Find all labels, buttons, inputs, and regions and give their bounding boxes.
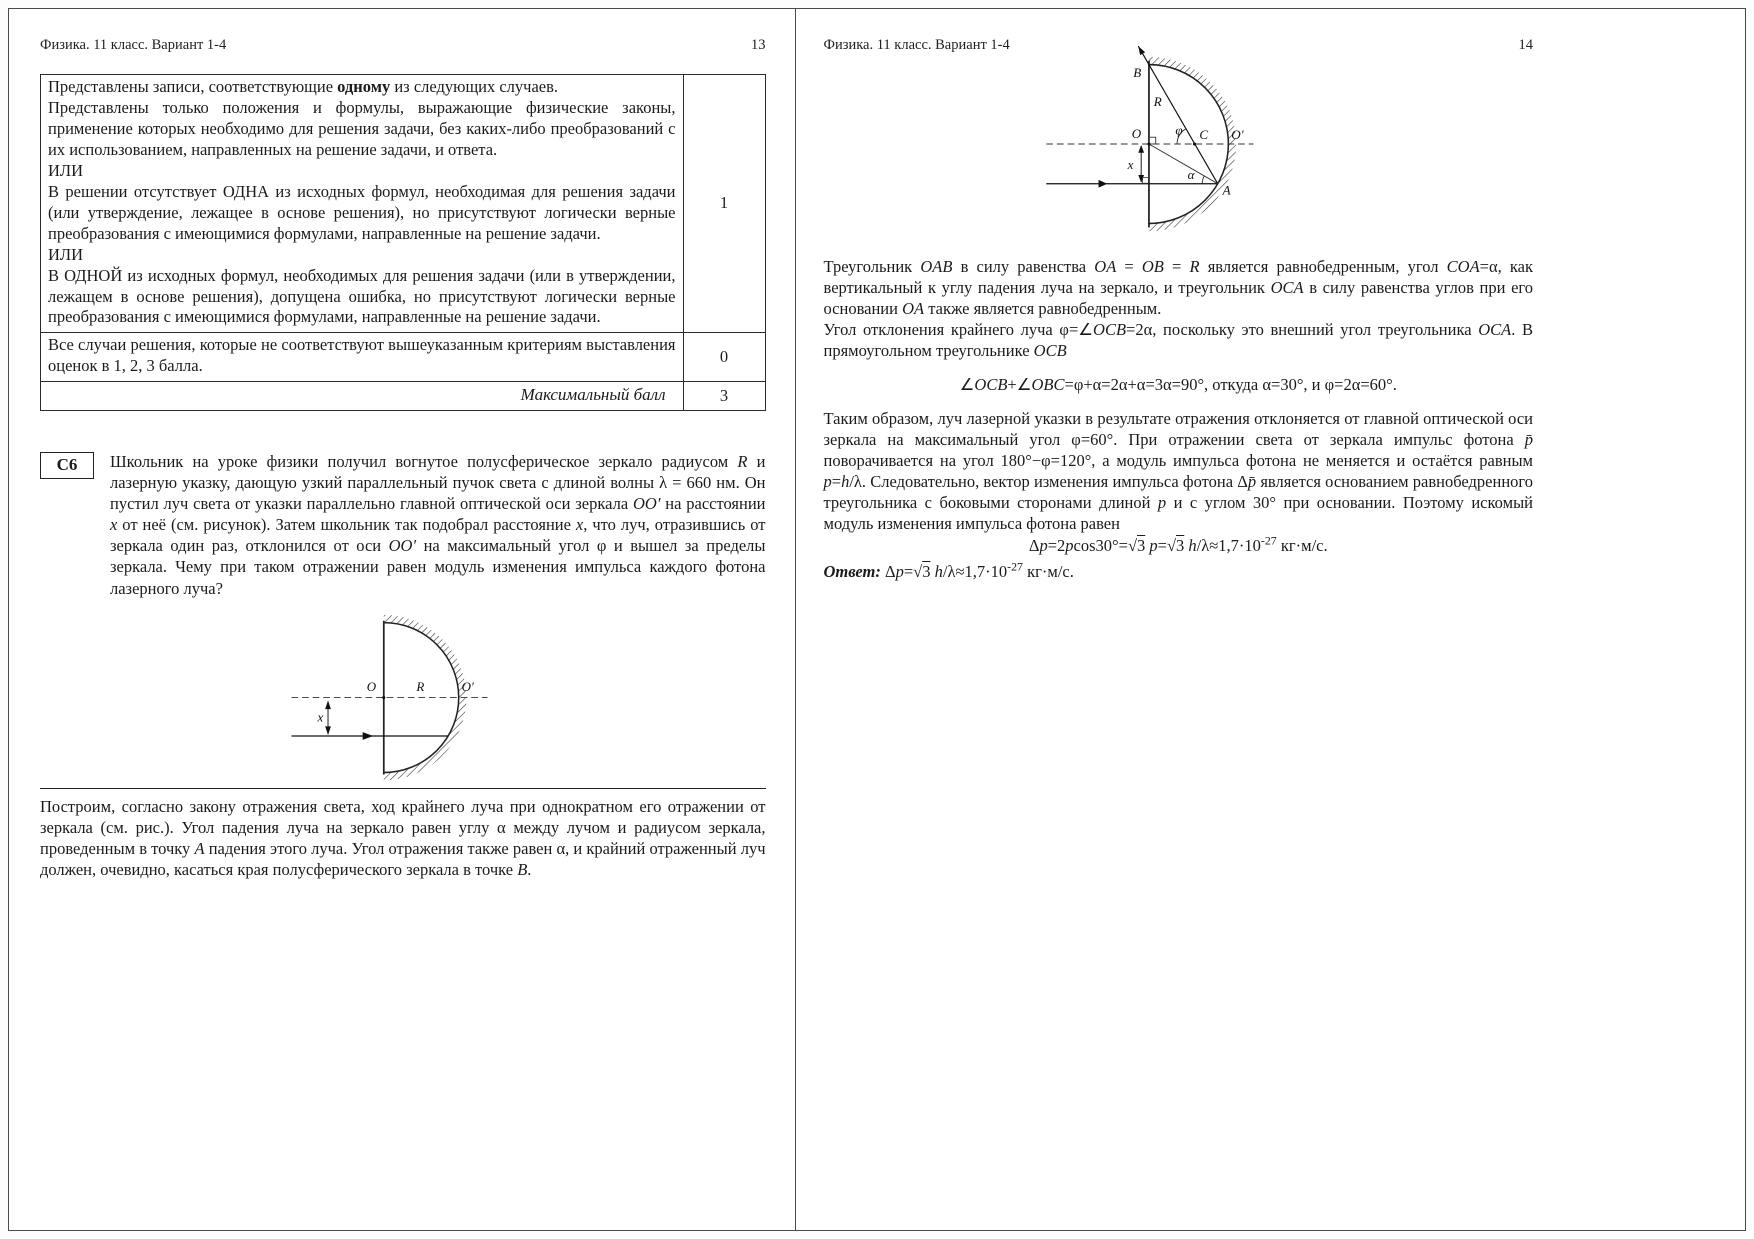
- point-C: [1193, 142, 1196, 145]
- figure-rule: [40, 788, 766, 789]
- label-alpha: α: [1187, 166, 1195, 182]
- solution-paragraph-1: Треугольник OAB в силу равенства OA = OB = R является равнобедренным, угол COA=α, как вертикальный к углу падения луча на зеркало, и треугольник OCA в силу равенства углов при его основании OA также является равнобедренным.: [823, 257, 1533, 319]
- task-number-box: С6: [40, 452, 94, 479]
- x-arrow-down-icon: [325, 726, 331, 735]
- header-title: Физика. 11 класс. Вариант 1-4: [823, 37, 1010, 53]
- label-A: A: [1222, 182, 1231, 198]
- criteria-or: ИЛИ: [48, 160, 84, 180]
- criteria-text-cell: [41, 382, 684, 411]
- page-number: 13: [751, 37, 766, 53]
- criteria-score: 1: [683, 75, 765, 333]
- answer-line: Ответ: Δp=√3 $h/\lambda\approx 1,7\cdot 10^{-27}$ кг·м/с.: [823, 559, 1074, 582]
- criteria-paragraph: В ОДНОЙ из исходных формул, необходимых для решения задачи (или в утверждении, лежащем в основе решения), допущена ошибка, но присутствуют логически верные преобразования с имеющимися формулами, направленные на решение задачи.: [48, 265, 676, 327]
- max-score-label: Максимальный балл: [520, 385, 666, 405]
- criteria-paragraph: Представлены только положения и формулы, выражающие физические законы, применение которых необходимо для решения задачи, без каких-либо преобразований с их использованием, направленных на решение задачи, и ответа.: [48, 97, 676, 159]
- criteria-text-cell: [41, 75, 684, 333]
- criteria-paragraph: В решении отсутствует ОДНА из исходных формул, необходимая для решения задачи (или утверждение, лежащее в основе решения), но присутствуют логически верные преобразования с имеющимися формулами, направленные на решение задачи.: [48, 181, 676, 243]
- label-O: O: [1132, 126, 1142, 142]
- x-arrow-up-icon: [325, 700, 331, 709]
- mirror-diagram: [278, 613, 528, 786]
- criteria-paragraph: Все случаи решения, которые не соответствуют вышеуказанным критериям выставления оценок в 1, 2, 3 балла.: [48, 335, 676, 376]
- center-point-O: [1148, 142, 1151, 145]
- mirror-figure-problem: [40, 613, 766, 786]
- criteria-row: [41, 382, 766, 411]
- criteria-text-cell: [41, 333, 684, 382]
- solution-paragraph-3: Таким образом, луч лазерной указки в результате отражения отклоняется от главной оптической оси зеркала на максимальный угол φ=60°. При отражении света от зеркала импульс фотона p̄ поворачивается на угол 180°−φ=120°, а модуль импульса фотона не меняется и остаётся равным p=h/λ. Следовательно, вектор изменения импульса фотона Δp̄ является основанием равнобедренного треугольника с боковыми сторонами длиной p и с углом 30° при основании. Поэтому искомый модуль изменения импульса фотона равен: [823, 408, 1533, 534]
- page-header: [40, 37, 766, 54]
- criteria-score: 3: [683, 382, 765, 411]
- reflected-arrowhead-icon: [1139, 46, 1146, 55]
- radius-OA: [1149, 144, 1218, 184]
- page-number: 14: [1518, 37, 1533, 53]
- label-O: O: [366, 678, 376, 694]
- mirror-ray-diagram: [1023, 42, 1333, 246]
- criteria-paragraph: Представлены записи, соответствующие одному из следующих случаев.: [48, 77, 559, 96]
- criteria-score: 0: [683, 333, 765, 382]
- task-statement: Школьник на уроке физики получил вогнутое полусферическое зеркало радиусом R и лазерную указку, дающую узкий параллельный пучок света с длиной волны λ = 660 нм. Он пустил луч света от указки параллельно главной оптической оси зеркала OO′ на расстоянии x от неё (см. рисунок). Затем школьник так подобрал расстояние x, что луч, отразившись от зеркала один раз, отклонился от оси OO′ на максимальный угол φ и вышел за пределы зеркала. Чему при таком отражении равен модуль изменения импульса каждого фотона лазерного луча?: [110, 451, 766, 598]
- criteria-row: [41, 75, 766, 333]
- solution-paragraph-2: Угол отклонения крайнего луча φ=∠OCB=2α, поскольку это внешний угол треугольника OCA. В прямоугольном треугольнике OCB: [823, 320, 1533, 361]
- label-O-prime: O′: [1231, 127, 1244, 143]
- alpha-angle-arc: [1202, 176, 1204, 184]
- header-title: Физика. 11 класс. Вариант 1-4: [40, 37, 227, 53]
- label-x: x: [317, 709, 323, 725]
- angle-formula: ∠OCB+∠OBC=φ+α=2α+α=3α=90°, откуда α=30°, и φ=2α=60°.: [959, 374, 1397, 394]
- criteria-table: [40, 74, 766, 411]
- criteria-row: [41, 333, 766, 382]
- page-14: [796, 9, 1746, 1230]
- solution-paragraph: Построим, согласно закону отражения света, ход крайнего луча при однократном его отражении от зеркала (см. рис.). Угол падения луча на зеркало равен углу α между лучом и радиусом зеркала, проведенным в точку A падения этого луча. Угол отражения также равен α, и крайний отраженный луч должен, очевидно, касаться края полусферического зеркала в точке B.: [40, 796, 766, 880]
- ray-arrowhead-icon: [362, 732, 373, 740]
- task-c6: [40, 451, 766, 599]
- document-spread: [8, 8, 1746, 1231]
- label-R: R: [1154, 94, 1163, 110]
- label-B: B: [1133, 65, 1142, 81]
- momentum-formula: Δp=2pcos30°=√3 p=√3 $h/\lambda\approx 1,7\cdot 10^{-27}$ кг·м/с.: [1028, 533, 1328, 556]
- x-arrow-up-icon: [1139, 145, 1145, 153]
- label-phi: φ: [1175, 122, 1183, 138]
- ray-arrowhead-icon: [1099, 180, 1108, 188]
- right-angle-mark: [1143, 177, 1149, 183]
- center-point: [382, 696, 385, 699]
- page-13: [9, 9, 796, 1230]
- criteria-or: ИЛИ: [48, 244, 84, 264]
- mirror-figure-solution: [824, 42, 1534, 246]
- label-R: R: [416, 678, 425, 694]
- label-x: x: [1127, 157, 1134, 173]
- label-O-prime: O′: [461, 678, 474, 694]
- x-arrow-down-icon: [1139, 175, 1145, 183]
- label-C: C: [1199, 127, 1209, 143]
